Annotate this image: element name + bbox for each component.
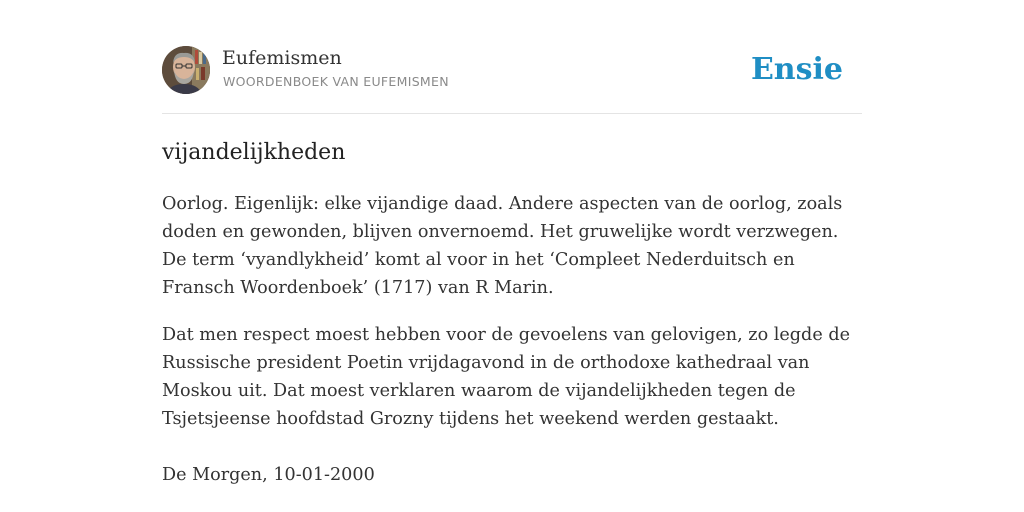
term-title: vijandelijkheden (162, 140, 346, 165)
header (162, 46, 862, 96)
header-divider (162, 113, 862, 114)
entry-card (162, 0, 862, 512)
definition-paragraph-1: Oorlog. Eigenlijk: elke vijandige daad. Andere aspecten van de oorlog, zoals doden en gewonden, blijven onvernoemd. Het gruwelijke wordt verzwegen. De term ‘vyandlykheid’ komt al voor in het ‘Compleet Nederduitsch en Fransch Woordenboek’ (1717) van R Marin. (162, 194, 843, 298)
author-portrait-icon (162, 46, 210, 94)
dictionary-title[interactable]: Eufemismen (222, 47, 342, 69)
definition-paragraph-2: Dat men respect moest hebben voor de gevoelens van gelovigen, zo legde de Russische president Poetin vrijdagavond in de orthodoxe kathedraal van Moskou uit. Dat moest verklaren waarom de vijandelijkheden tegen de Tsjetsjeense hoofdstad Grozny tijdens het weekend werden gestaakt. (162, 325, 851, 429)
avatar[interactable] (162, 46, 210, 94)
dictionary-subtitle: WOORDENBOEK VAN EUFEMISMEN (223, 74, 449, 89)
ensie-logo[interactable]: Ensie (750, 52, 843, 87)
source-citation: De Morgen, 10-01-2000 (162, 465, 375, 485)
definition (162, 190, 862, 452)
